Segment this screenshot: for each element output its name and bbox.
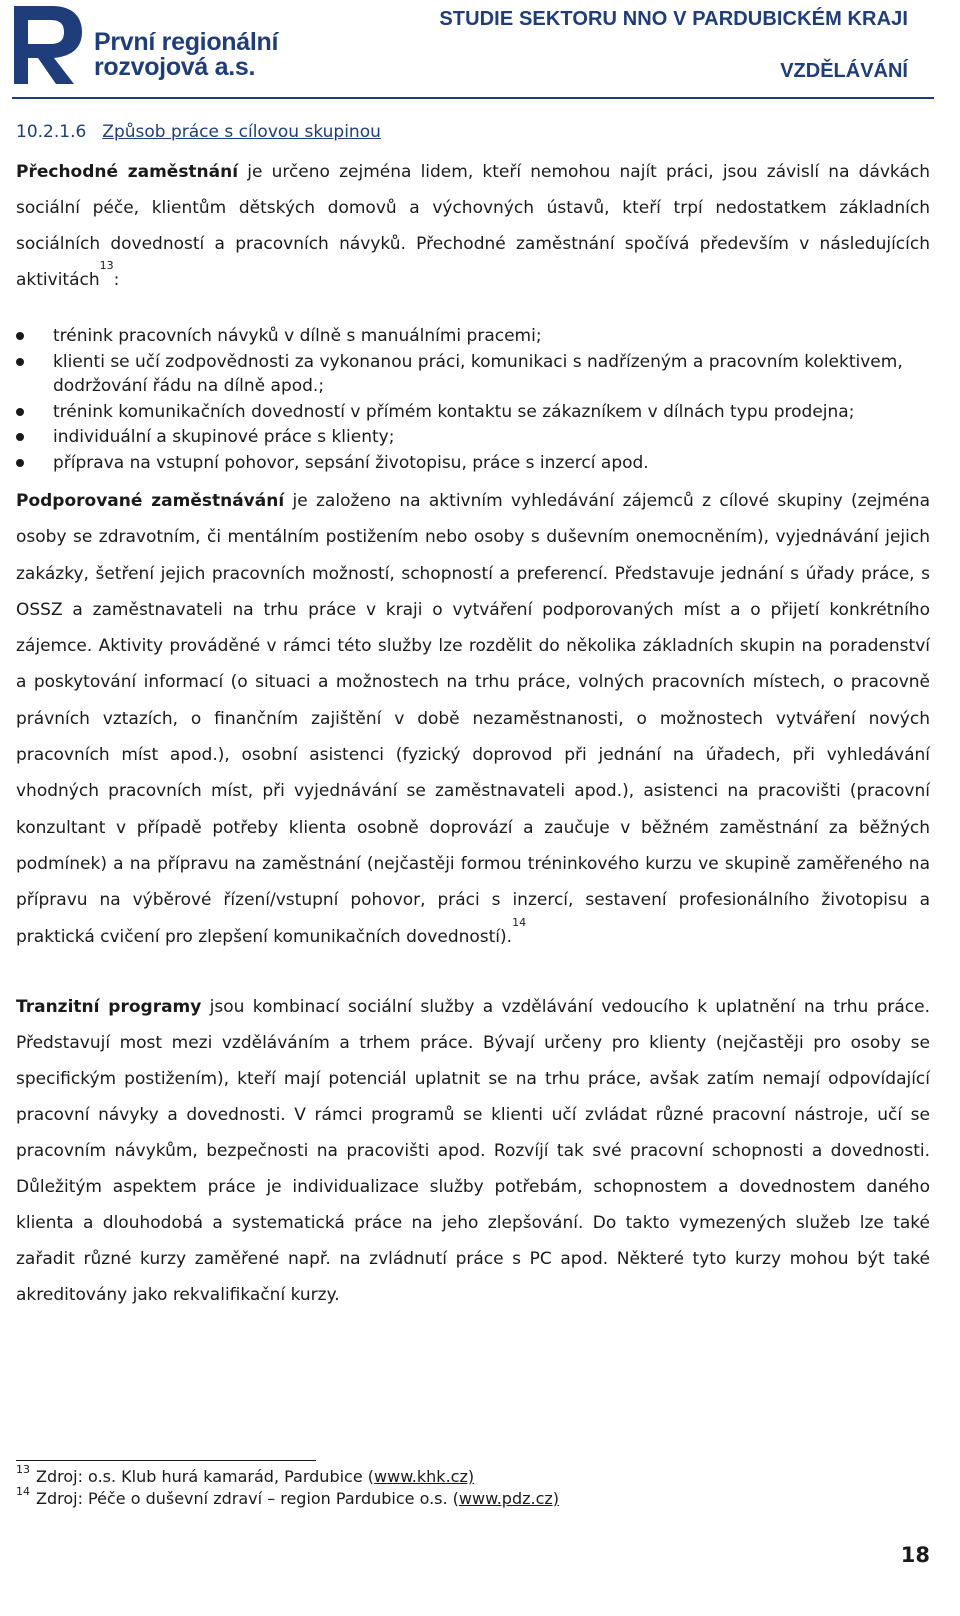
list-item-text: příprava na vstupní pohovor, sepsání životopisu, práce s inzercí apod. <box>53 452 649 473</box>
footnote-number: 14 <box>16 1485 30 1498</box>
section-heading <box>16 118 930 146</box>
footnote-divider <box>16 1460 316 1461</box>
bullet-icon <box>16 433 24 441</box>
company-logo <box>12 2 332 92</box>
logo-line-2: rozvojová a.s. <box>94 53 256 81</box>
paragraph-transit-programs <box>16 989 930 1313</box>
page-number: 18 <box>900 1543 930 1567</box>
bullet-icon <box>16 358 24 366</box>
footnote-link[interactable]: www.pdz.cz) <box>458 1489 560 1508</box>
footnote-13 <box>16 1463 559 1488</box>
section-number: 10.2.1.6 <box>16 122 87 142</box>
bullet-icon <box>16 408 24 416</box>
list-item-text: trénink komunikačních dovedností v přímém kontaktu se zákazníkem v dílnách typu prodejna; <box>53 401 855 422</box>
page-content <box>16 118 930 1313</box>
list-item <box>16 425 930 450</box>
list-item-text: individuální a skupinové práce s klienty; <box>53 427 395 447</box>
paragraph-text: jsou kombinací sociální služby a vzdělávání vedoucího k uplatnění na trhu práce. Představují most mezi vzděláváním a trhem práce. Bývají určeny pro klienty (nejčastěji pro osoby se specifickým postižením), kteří mají potenciál uplatnit se na trhu práce, avšak zatím nemají odpovídající pracovní návyky a dovednosti. V rámci programů se klienti učí zvládat různé pracovní nástroje, učí se pracovním návykům, bezpečnosti na pracovišti apod. Rozvíjí tak své pracovní schopnosti a dovednosti. Důležitým aspektem práce je individualizace služby potřebám, schopnostem a dovednostem daného klienta a dlouhodobá a systematická práce na jeho zlepšování. Do takto vymezených služeb lze také zařadit různé kurzy zaměřené např. na zvládnutí práce s PC apod. Některé tyto kurzy mohou být také akreditovány jako rekvalifikační kurzy. <box>16 996 931 1305</box>
paragraph-supported-employment <box>16 483 930 955</box>
footnote-ref-14[interactable]: 14 <box>512 915 527 929</box>
paragraph-text: je určeno zejména lidem, kteří nemohou najít práci, jsou závislí na dávkách sociální péče, klientům dětských domovů a výchovných ústavů, kteří trpí nedostatkem základních sociálních dovedností a pracovních návyků. Přechodné zaměstnání spočívá především v následujících aktivitách <box>16 162 931 290</box>
footnote-14 <box>16 1485 560 1510</box>
logo-wordmark <box>94 30 278 80</box>
list-item <box>16 350 930 399</box>
header-divider <box>12 97 934 99</box>
list-item <box>16 324 930 349</box>
footnote-text: Zdroj: Péče o duševní zdraví – region Pardubice o.s. ( <box>36 1489 459 1508</box>
list-item-text: klienti se učí zodpovědnosti za vykonanou práci, komunikaci s nadřízeným a pracovním kolektivem, dodržování řádu na dílně apod.; <box>53 351 903 396</box>
paragraph-transitional-employment <box>16 154 930 298</box>
footnotes <box>16 1463 560 1510</box>
paragraph-tail: : <box>113 270 120 290</box>
paragraph-text: je založeno na aktivním vyhledávání zájemců z cílové skupiny (zejména osoby se zdravotním, či mentálním postižením nebo osoby s duševním onemocněním), vyjednávání jejich zakázky, šetření jejich pracovních možností, schopností a preferencí. Představuje jednání s úřady práce, s OSSZ a zaměstnavateli na trhu práce v kraji o vytváření podporovaných míst a o přijetí konkrétního zájemce. Aktivity prováděné v rámci této služby lze rozdělit do několika základních skupin na poradenství a poskytování informací (o situaci a možnostech na trhu práce, volných pracovních místech, o pracovně právních vztazích, o finančním zajištění v době nezaměstnanosti, o možnostech vytváření nových pracovních míst apod.), osobní asistenci (fyzický doprovod při jednání na úřadech, při vyhledávání vhodných pracovních míst, při vyjednávání se zaměstnavateli apod.), asistenci na pracovišti (pracovní konzultant v případě potřeby klienta osobně doprovází a zaučuje v běžném zaměstnání za běžných podmínek) a na přípravu na zaměstnání (nejčastěji formou tréninkového kurzu ve skupině zaměřeného na přípravu na výběrové řízení/vstupní pohovor, práci s inzercí, sestavení profesionálního životopisu a praktická cvičení pro zlepšení komunikačních dovedností). <box>16 491 930 947</box>
bullet-icon <box>16 332 24 340</box>
document-title: STUDIE SEKTORU NNO V PARDUBICKÉM KRAJI <box>439 8 908 30</box>
page-header <box>0 0 960 100</box>
list-item-text: trénink pracovních návyků v dílně s manuálními pracemi; <box>53 326 542 346</box>
term-supported-employment: Podporované zaměstnávání <box>16 491 285 511</box>
footnote-ref-13[interactable]: 13 <box>99 259 114 272</box>
footnote-text: Zdroj: o.s. Klub hurá kamarád, Pardubice ( <box>36 1467 375 1486</box>
logo-mark-icon <box>12 2 92 90</box>
bullet-icon <box>16 459 24 467</box>
list-item <box>16 451 930 476</box>
section-title: Způsob práce s cílovou skupinou <box>102 122 381 142</box>
footnote-link[interactable]: www.khk.cz) <box>374 1467 475 1486</box>
list-item <box>16 400 930 425</box>
footnote-number: 13 <box>16 1463 30 1476</box>
term-transit-programs: Tranzitní programy <box>16 996 202 1017</box>
activity-list <box>16 324 930 475</box>
term-transitional-employment: Přechodné zaměstnání <box>16 162 239 182</box>
chapter-title: VZDĚLÁVÁNÍ <box>780 60 908 82</box>
logo-line-1: První regionální <box>94 28 279 56</box>
